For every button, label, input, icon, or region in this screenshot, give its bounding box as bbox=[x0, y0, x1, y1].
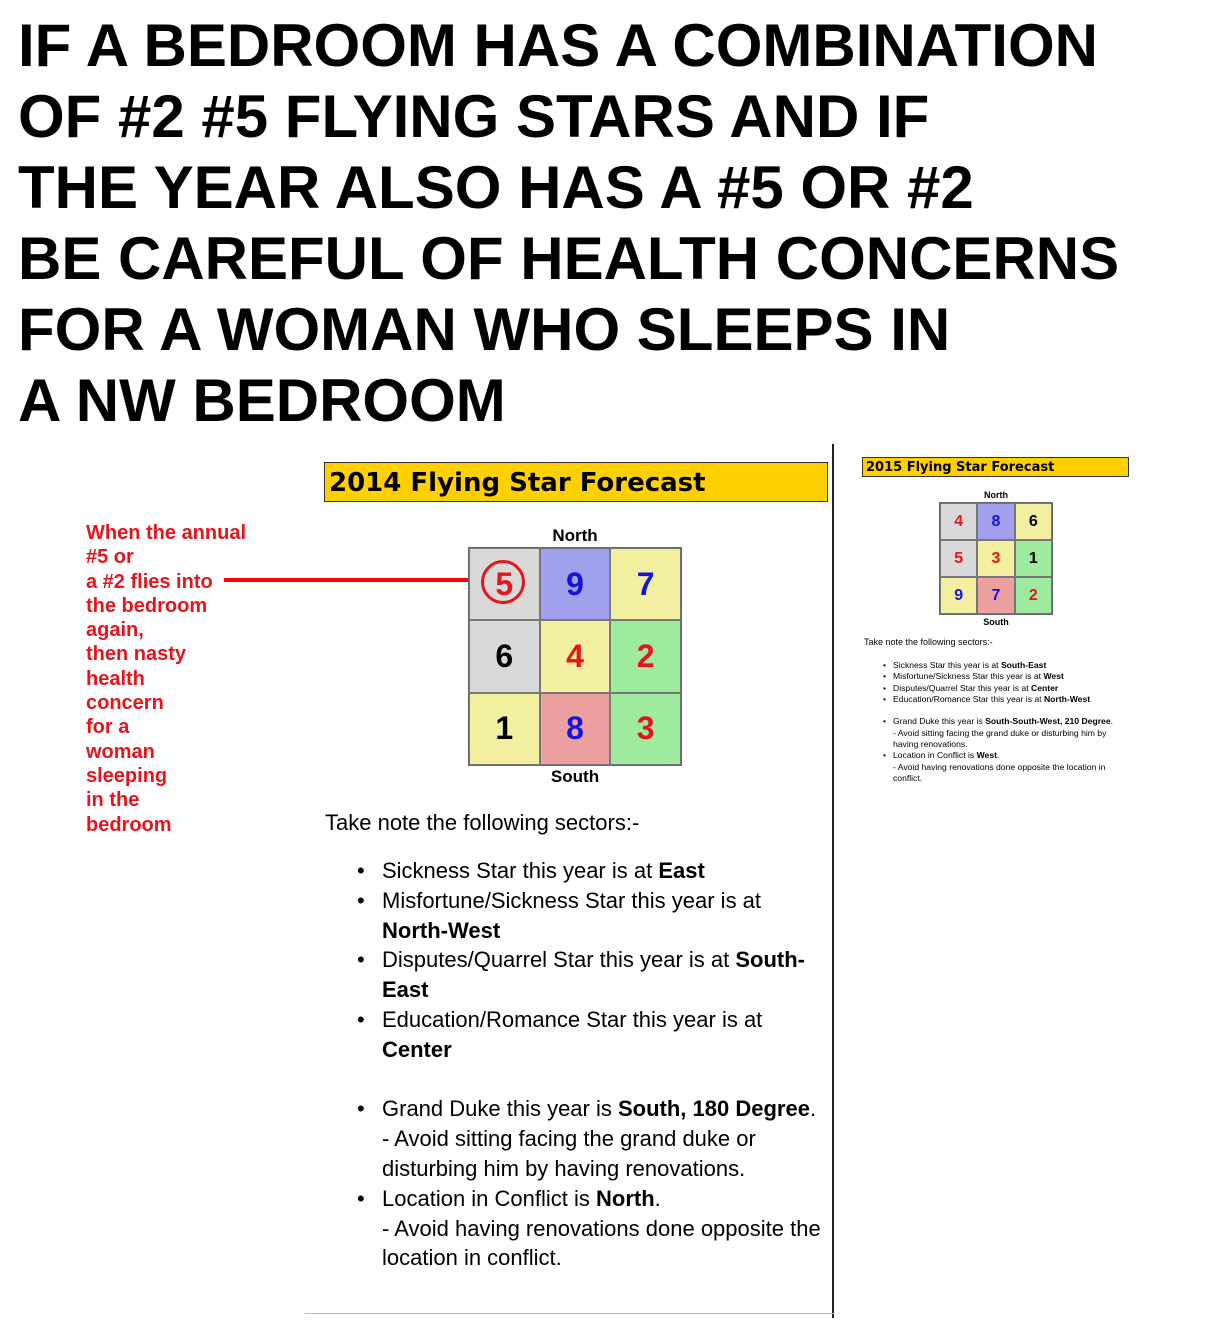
star-number: 6 bbox=[1028, 512, 1038, 530]
annotation-line: When the annual bbox=[86, 522, 246, 544]
star-number: 3 bbox=[991, 549, 1001, 567]
forecast-2015-south-label: South bbox=[983, 617, 1009, 627]
grand-duke-tail: . bbox=[1110, 716, 1114, 727]
sector-location: East bbox=[658, 858, 705, 883]
bullet-icon: • bbox=[357, 1006, 365, 1032]
star-number: 5 bbox=[954, 549, 964, 567]
annotation-line: woman bbox=[86, 740, 155, 763]
star-cell bbox=[940, 577, 977, 614]
sector-item bbox=[883, 671, 1133, 682]
forecast-2015-sector-list bbox=[883, 660, 1133, 784]
circle-highlight-mark bbox=[481, 560, 525, 604]
headline-line: A NW BEDROOM bbox=[18, 367, 506, 434]
bullet-icon: • bbox=[883, 671, 887, 682]
annotation-line: in the bbox=[86, 789, 140, 812]
forecast-2014-title: 2014 Flying Star Forecast bbox=[324, 462, 828, 502]
grand-duke-text: Grand Duke this year is bbox=[382, 1096, 618, 1122]
headline-line: OF #2 #5 FLYING STARS AND IF bbox=[18, 83, 930, 150]
sector-text: Sickness Star this year is at bbox=[382, 858, 659, 883]
star-number: 4 bbox=[566, 637, 584, 674]
star-number: 9 bbox=[566, 565, 584, 602]
star-cell bbox=[469, 548, 540, 620]
sector-location: Center bbox=[382, 1036, 452, 1062]
sector-location: South-East bbox=[1000, 660, 1047, 670]
sector-text: Misfortune/Sickness Star this year is at bbox=[893, 671, 1044, 682]
star-number: 1 bbox=[495, 710, 514, 747]
bullet-icon: • bbox=[357, 1096, 365, 1122]
star-cell bbox=[610, 620, 681, 692]
grand-duke-note: - Avoid sitting facing the grand duke or disturbing him by having renovations. bbox=[382, 1126, 756, 1181]
sector-item bbox=[357, 886, 832, 946]
star-cell bbox=[977, 577, 1014, 614]
bullet-icon: • bbox=[883, 693, 887, 704]
grand-duke-location: South-South-West, 210 Degree bbox=[985, 716, 1111, 727]
annotation-pointer-line bbox=[224, 578, 474, 582]
sector-location: West bbox=[1043, 671, 1064, 682]
star-cell bbox=[940, 503, 977, 540]
star-cell bbox=[540, 548, 611, 620]
star-cell bbox=[540, 693, 611, 765]
annotation-line: bedroom bbox=[86, 813, 172, 836]
star-cell bbox=[469, 620, 540, 692]
annotation-line: then nasty bbox=[86, 643, 187, 666]
sector-item bbox=[883, 660, 1133, 671]
annotation-line: a #2 flies into bbox=[86, 570, 213, 593]
grand-duke-note: - Avoid sitting facing the grand duke or disturbing him by having renovations. bbox=[893, 727, 1107, 750]
sector-item bbox=[357, 1094, 832, 1183]
star-number: 2 bbox=[1028, 586, 1038, 604]
star-number: 6 bbox=[495, 637, 514, 674]
sector-text: Education/Romance Star this year is at bbox=[893, 693, 1044, 704]
conflict-tail: . bbox=[654, 1185, 661, 1211]
annotation-line: sleeping bbox=[86, 764, 168, 787]
star-cell bbox=[977, 540, 1014, 577]
conflict-text: Location in Conflict is bbox=[382, 1185, 596, 1211]
bullet-icon: • bbox=[883, 750, 887, 761]
annotation-line: for a bbox=[86, 716, 130, 739]
grand-duke-location: South, 180 Degree bbox=[617, 1096, 810, 1122]
star-number: 5 bbox=[495, 565, 514, 602]
sector-text: Disputes/Quarrel Star this year is at bbox=[893, 682, 1032, 693]
headline-line: IF A BEDROOM HAS A COMBINATION bbox=[18, 12, 1098, 79]
star-number: 7 bbox=[991, 586, 1001, 604]
grand-duke-text: Grand Duke this year is bbox=[893, 716, 986, 727]
bullet-icon: • bbox=[883, 716, 887, 727]
star-number: 3 bbox=[636, 710, 655, 747]
forecast-2015-north-label: North bbox=[984, 490, 1008, 500]
bottom-rule bbox=[305, 1313, 834, 1314]
star-cell bbox=[940, 540, 977, 577]
bullet-icon: • bbox=[357, 1185, 365, 1211]
sector-item bbox=[883, 716, 1133, 750]
grand-duke-tail: . bbox=[809, 1096, 817, 1122]
star-cell bbox=[977, 503, 1014, 540]
star-cell bbox=[1015, 540, 1052, 577]
sector-location: North-West bbox=[1043, 693, 1091, 704]
star-number: 7 bbox=[636, 565, 655, 602]
star-number: 1 bbox=[1028, 549, 1038, 567]
star-number: 9 bbox=[954, 586, 964, 604]
star-cell bbox=[610, 548, 681, 620]
conflict-tail: . bbox=[996, 750, 1000, 761]
headline bbox=[18, 10, 1208, 436]
sector-item bbox=[357, 1005, 832, 1065]
sector-text: Sickness Star this year is at bbox=[893, 660, 1001, 670]
annotation-text bbox=[86, 521, 266, 837]
star-number: 8 bbox=[991, 512, 1001, 530]
list-spacer bbox=[382, 1065, 832, 1095]
sector-item bbox=[883, 693, 1133, 705]
sector-item bbox=[357, 945, 832, 1005]
sector-location: North-West bbox=[382, 917, 501, 943]
forecast-2014-north-label: North bbox=[552, 526, 598, 545]
star-number: 2 bbox=[636, 637, 655, 674]
star-number: 8 bbox=[566, 710, 584, 747]
star-cell bbox=[540, 620, 611, 692]
headline-line: FOR A WOMAN WHO SLEEPS IN bbox=[18, 296, 951, 363]
sector-item bbox=[357, 856, 832, 886]
bullet-icon: • bbox=[357, 947, 365, 973]
star-cell bbox=[1015, 577, 1052, 614]
sector-location: South-East bbox=[382, 947, 806, 1003]
forecast-2014-sector-list bbox=[357, 856, 832, 1273]
bullet-icon: • bbox=[883, 660, 887, 670]
bullet-icon: • bbox=[357, 858, 365, 883]
annotation-line: the bedroom bbox=[86, 594, 208, 617]
sector-item bbox=[357, 1184, 832, 1273]
conflict-note: - Avoid having renovations done opposite the location in conflict. bbox=[382, 1215, 821, 1271]
conflict-location: North bbox=[596, 1185, 655, 1211]
list-spacer bbox=[893, 705, 1133, 716]
annotation-line: concern bbox=[86, 692, 164, 715]
sector-location: Center bbox=[1031, 682, 1059, 693]
star-cell bbox=[469, 693, 540, 765]
conflict-location: West bbox=[976, 750, 997, 761]
conflict-note: - Avoid having renovations done opposite the location in conflict. bbox=[893, 761, 1106, 783]
sector-text: Education/Romance Star this year is at bbox=[382, 1006, 763, 1032]
sector-item bbox=[883, 750, 1133, 784]
sector-text: Misfortune/Sickness Star this year is at bbox=[382, 887, 762, 913]
forecast-2014-intro: Take note the following sectors:- bbox=[325, 810, 640, 835]
bullet-icon: • bbox=[357, 887, 365, 913]
star-number: 4 bbox=[954, 512, 964, 530]
forecast-2015-title: 2015 Flying Star Forecast bbox=[862, 457, 1129, 477]
headline-line: BE CAREFUL OF HEALTH CONCERNS bbox=[18, 225, 1120, 292]
headline-line: THE YEAR ALSO HAS A #5 OR #2 bbox=[18, 154, 974, 221]
annotation-line: #5 or bbox=[86, 546, 134, 569]
vertical-divider bbox=[832, 444, 834, 1318]
sector-item bbox=[883, 682, 1133, 694]
conflict-text: Location in Conflict is bbox=[893, 750, 977, 761]
forecast-2015-intro: Take note the following sectors:- bbox=[864, 637, 993, 647]
star-cell bbox=[1015, 503, 1052, 540]
star-cell bbox=[610, 693, 681, 765]
forecast-2014-grid bbox=[468, 547, 682, 766]
bullet-icon: • bbox=[883, 682, 887, 693]
annotation-line: health bbox=[86, 667, 145, 690]
forecast-2015-grid bbox=[939, 502, 1053, 615]
annotation-line: again, bbox=[86, 619, 144, 642]
sector-text: Disputes/Quarrel Star this year is at bbox=[382, 947, 736, 973]
forecast-2014-south-label: South bbox=[550, 767, 600, 786]
